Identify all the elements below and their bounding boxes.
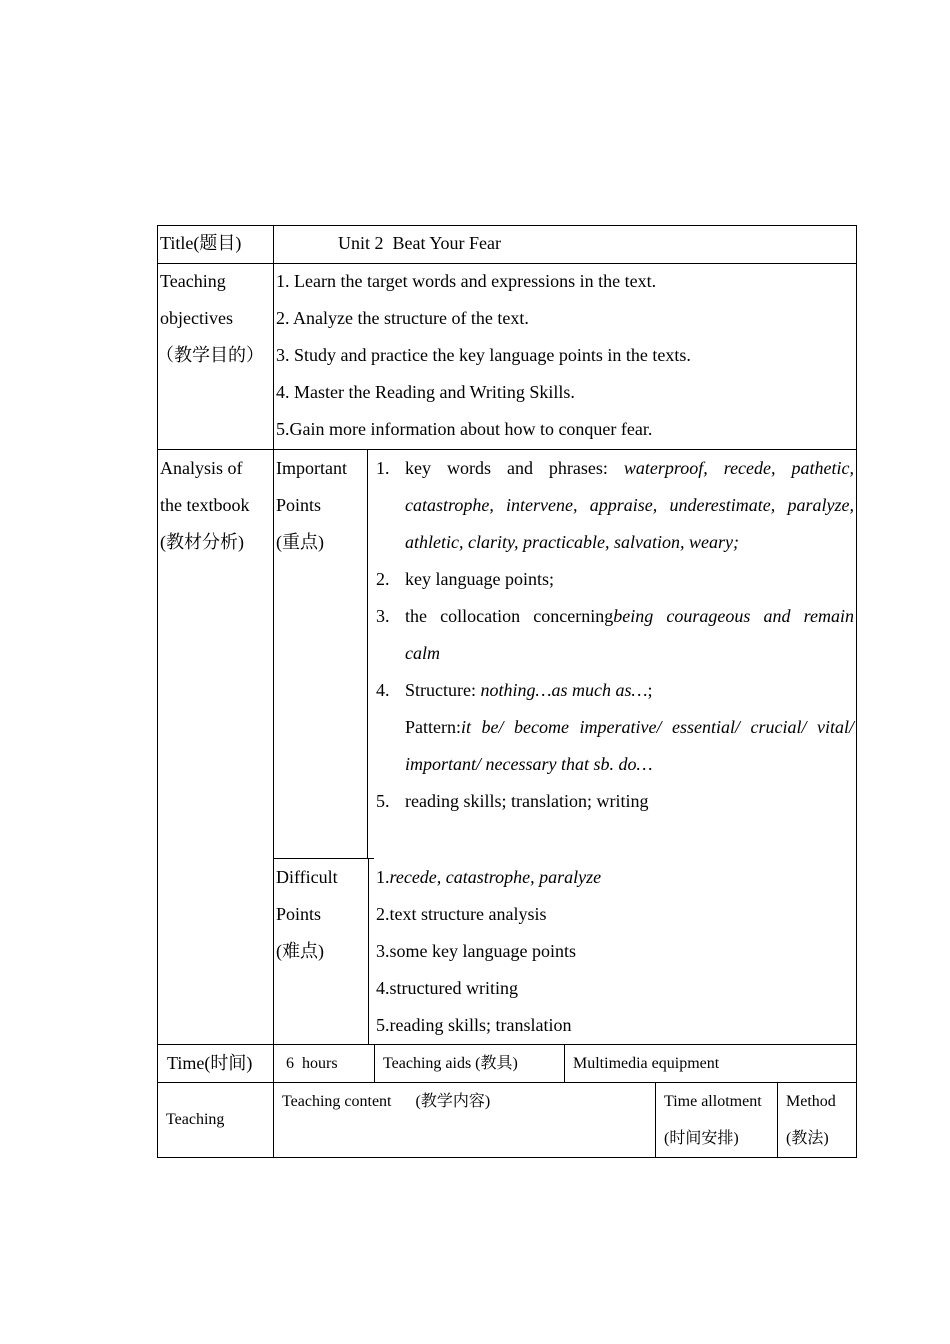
difficult-points-label: Difficult Points (难点) xyxy=(276,867,338,961)
row-divider xyxy=(157,225,857,226)
time-allotment-label: Time allotment (时间安排) xyxy=(664,1093,762,1147)
important-points-list xyxy=(376,450,854,820)
list-item: 2. key language points; xyxy=(376,569,554,589)
list-item: 5.reading skills; translation xyxy=(376,1015,572,1035)
difficult-points-list xyxy=(376,859,601,1044)
list-item: 3.some key language points xyxy=(376,941,576,961)
col-divider xyxy=(856,225,857,1158)
col-divider xyxy=(655,1082,656,1158)
teaching-aids-value: Multimedia equipment xyxy=(573,1055,720,1072)
teaching-content-label: Teaching content (教学内容) xyxy=(282,1093,491,1110)
row-divider xyxy=(157,1157,857,1158)
col-divider xyxy=(368,858,369,1044)
col-divider xyxy=(367,449,368,858)
title-label: Title(题目) xyxy=(160,233,242,253)
list-item: 3. the collocation concerningbeing courageous and remain calm xyxy=(376,606,854,663)
col-divider xyxy=(374,1044,375,1082)
list-item: 1.recede, catastrophe, paralyze xyxy=(376,867,602,887)
objectives-label: Teaching objectives （教学目的） xyxy=(156,271,264,365)
important-points-label: Important Points (重点) xyxy=(276,458,347,552)
col-divider xyxy=(273,225,274,1158)
list-item: 4.structured writing xyxy=(376,978,518,998)
list-item: 4. Master the Reading and Writing Skills. xyxy=(276,382,575,402)
list-item: 2. Analyze the structure of the text. xyxy=(276,308,529,328)
col-divider xyxy=(777,1082,778,1158)
col-divider xyxy=(564,1044,565,1082)
list-item: 5. reading skills; translation; writing xyxy=(376,791,649,811)
list-item: 3. Study and practice the key language points in the texts. xyxy=(276,345,691,365)
list-item: 2.text structure analysis xyxy=(376,904,547,924)
list-item: 4. Structure: nothing…as much as…; Pattern:it be/ become imperative/ essential/ crucial/ vital/ important/ necessary that sb. do… xyxy=(376,680,854,774)
time-hours: 6 hours xyxy=(286,1055,338,1072)
list-item: 1. key words and phrases: waterproof, recede, pathetic, catastrophe, intervene, appraise, underestimate, paralyze, athletic, clarity, practicable, salvation, weary; xyxy=(376,458,854,552)
teaching-label: Teaching xyxy=(166,1111,225,1128)
analysis-label: Analysis of the textbook (教材分析) xyxy=(160,458,250,552)
time-label: Time(时间) xyxy=(167,1053,253,1073)
teaching-aids-label: Teaching aids (教具) xyxy=(383,1055,518,1072)
method-label: Method (教法) xyxy=(786,1093,836,1147)
list-item: 5.Gain more information about how to conquer fear. xyxy=(276,419,653,439)
objectives-list xyxy=(276,263,691,448)
document-title: Unit 2 Beat Your Fear xyxy=(338,233,501,253)
list-item: 1. Learn the target words and expressions in the text. xyxy=(276,271,657,291)
